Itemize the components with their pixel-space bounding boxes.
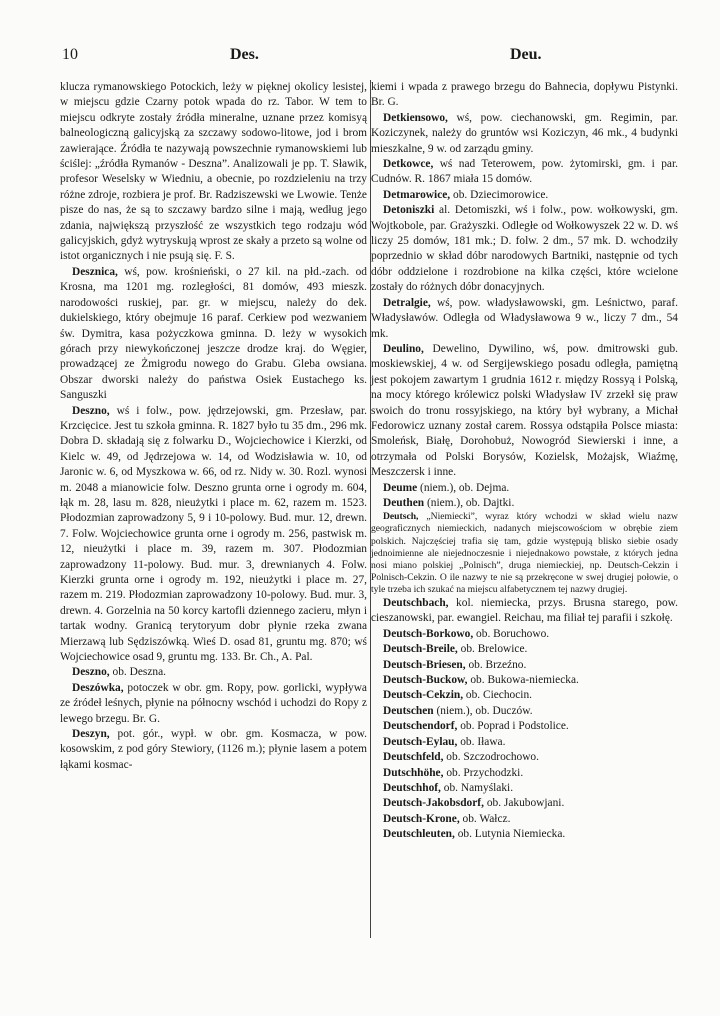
dictionary-entry [60, 265, 367, 404]
entry-text: ob. Bukowa-niemiecka. [470, 674, 579, 687]
entry-text: wś i folw., pow. jędrzejowski, gm. Przesław, par. Krzcięcice. Jest tu szkoła gminna. R. 1827 było tu 35 dm., 296 mk. Dobra D. składają się z folwarku D., Wojciechowice i Kierzki, od Kielc w. 49, od Jędrzejowa w. 14, od Wodzisławia w. 10, od Jaronic w. 6, od Myszkowa w. 66, od rz. Nidy w. 30. Rozl. wynosi m. 2048 a mianowicie folw. Deszno grunta orne i ogrody m. 604, łąk m. 28, lasu m. 828, nieużytki i place m. 62, razem m. 1523. Płodozmian zaprowadzony 5, 9 i 10-polowy. Bud. mur. 12, drewn. 7. Folw. Wojciechowice grunta orne i ogrody m. 256, pastwisk m. 12, nieużytki i place m. 39, razem m. 307. Płodozmian zaprowadzony 11-polowy. Bud. mur. 3, drewnianych 4. Folw. Kierzki grunta orne i ogrody m. 192, nieużytki i place m. 27, razem m. 219. Płodozmian zaprowadzony 10-polowy. Bud. mur. 3, drewn. 4. Gorzelnia na 50 korcy kartofli dziennego zacieru, młyn i tartak wodny. Granicą terytoryum dobr płynie rzeka zwana Mierzawą lub Sędziszówką. Wieś D. osad 81, gruntu mg. 870; wś Wojciechowice osad 9, gruntu mg. 133. Br. Ch., A. Pal. [60, 404, 367, 664]
entry-text: ob. Boruchowo. [476, 627, 550, 640]
dictionary-entry [371, 296, 678, 342]
entry-text: ob. Poprad i Podstolice. [460, 720, 569, 733]
dictionary-entry [60, 665, 367, 680]
entry-headword: Deutsch-Cekzin, [383, 689, 464, 702]
dictionary-entry [371, 80, 678, 111]
entry-text: ob. Jakubowjani. [486, 797, 565, 810]
entry-headword: Deutschbach, [383, 597, 449, 610]
entry-headword: Deulino, [383, 342, 424, 355]
entry-text: ob. Deszna. [112, 666, 166, 679]
entry-headword: Deutsch-Borkowo, [383, 627, 474, 640]
entry-text: pot. gór., wypł. w obr. gm. Kosmacza, w pow. kosowskim, z pod góry Stewiory, (1126 m.); płynie lasem a potem łąkami kosmac- [60, 728, 367, 771]
dictionary-entry [371, 188, 678, 203]
dictionary-entry [60, 681, 367, 727]
entry-headword: Desznica, [72, 265, 118, 278]
dictionary-entry [371, 750, 678, 765]
entry-headword: Deuthen [383, 496, 425, 509]
right-running-head: Deu. [510, 46, 542, 63]
entry-text: (niem.), ob. Dejma. [420, 481, 510, 494]
left-running-head: Des. [230, 46, 259, 63]
dictionary-entry [371, 781, 678, 796]
dictionary-entry [60, 727, 367, 773]
entry-text: ob. Brzeźno. [468, 658, 527, 671]
entry-headword: Detralgie, [383, 296, 431, 309]
entry-text: potoczek w obr. gm. Ropy, pow. gorlicki, wypływa ze źródeł leśnych, płynie na północny wschód i uchodzi do Ropy z lewego brzegu. Br. G. [60, 681, 367, 725]
entry-headword: Detmarowice, [383, 188, 451, 201]
dictionary-entry [371, 642, 678, 657]
entry-text: ob. Wałcz. [462, 812, 511, 825]
entry-headword: Deutsch-Eylau, [383, 735, 458, 748]
dictionary-entry [371, 704, 678, 719]
dictionary-entry [371, 481, 678, 496]
dictionary-entry [60, 404, 367, 666]
dictionary-entry [371, 203, 678, 295]
right-column [371, 80, 678, 843]
entry-text: wś, pow. krośnieński, o 27 kil. na płd.-zach. od Krosna, ma 1201 mg. rozległości, 81 domów, 493 mieszk. narodowości ruskiej, par. gr. w miejscu, należy do dek. dukielskiego, który obejmuje 16 paraf. Cerkiew pod wezwaniem św. Dymitra, kasa pożyczkowa gminna. D. leży w wysokich górach przy niewykończonej jeszcze drodze kraj. do Węgier, prowadzącej ze Żmigrodu nowego do Grabu. Gleba owsiana. Obszar dworski należy do państwa Osiek Eustachego ks. Sanguszki [60, 265, 367, 402]
entry-text: klucza rymanowskiego Potockich, leży w pięknej okolicy lesistej, w miejscu gdzie Czarny potok wpada do rz. Tabor. W tem to miejscu odkryte zostały źródła mineralne, uznane przez komisyą balneologiczną galicyjską za szczawy sodowo-litowe, jod i brom zawierające. Źródła te nazywają powszechnie rymanowskiemi lub ściślej: „źródła Rymanów - Deszna”. Analizowali je pp. T. Sławik, profesor Weselsky w Wiedniu, a obecnie, po rozdzieleniu na trzy różne zdroje, rozbiera je prof. Br. Radziszewski we Lwowie. Tenże pisze do nas, że są to szczawy bardzo silne i mają, według jego zdania, największą przyszłość ze wszystkich tego rodzaju wód galicyjskich, gdyż wytryskują wprost ze skały a przeto są wolne od istot organicznych i nie psują się. F. S. [60, 81, 367, 263]
entry-headword: Deutschfeld, [383, 751, 444, 764]
entry-headword: Deutsch-Breile, [383, 643, 458, 656]
dictionary-entry [371, 688, 678, 703]
dictionary-entry [371, 827, 678, 842]
entry-headword: Deszno, [72, 666, 110, 679]
entry-text: ob. Iława. [460, 735, 506, 748]
dictionary-entry [371, 342, 678, 481]
entry-headword: Deutschendorf, [383, 720, 458, 733]
entry-headword: Deutsch-Jakobsdorf, [383, 797, 484, 810]
entry-text: ob. Ciechocin. [465, 689, 533, 702]
entry-headword: Deume [383, 481, 418, 494]
dictionary-entry [371, 735, 678, 750]
dictionary-entry [371, 673, 678, 688]
dictionary-entry [371, 496, 678, 511]
dictionary-entry [371, 627, 678, 642]
entry-headword: Deutschleuten, [383, 828, 455, 841]
entry-text: wś, pow. władysławowski, gm. Leśnictwo, paraf. Władysławów. Odległa od Władysławowa 9 w., liczy 7 dm., 54 mk. [371, 296, 678, 340]
entry-headword: Deutsch-Briesen, [383, 658, 466, 671]
entry-text: kiemi i wpada z prawego brzegu do Bahnecia, dopływu Pistynki. Br. G. [371, 81, 678, 109]
entry-text: ob. Brelowice. [460, 643, 528, 656]
entry-headword: Deszówka, [72, 681, 124, 694]
entry-text: ob. Namyślaki. [443, 781, 514, 794]
entry-text: „Niemiecki”, wyraz który wchodzi w skład wielu nazw geograficznych niemieckich, nadanych miejscowościom w obrębie ziem polskich. Najczęściej trafia się tam, gdzie występują blisko siebie osady jednoimienne ale niejednoczesnie i niejednakowo powstałe, z których jedna nosi miano polskiej „Polnisch”, druga niemieckiej, np. Deutsch-Cekzin i Polnisch-Cekzin. O ile nazwy te nie są przekręcone w swej drugiej połowie, o tyle trzeba ich szukać na miejscu alfabetycznem tej nazwy drugiej. [371, 511, 678, 595]
entry-text: (niem.), ob. Dajtki. [427, 496, 515, 509]
entry-text: wś nad Teterowem, pow. żytomirski, gm. i par. Cudnów. R. 1867 miała 15 domów. [371, 158, 678, 186]
entry-text: ob. Przychodzki. [446, 766, 524, 779]
dictionary-entry [371, 596, 678, 627]
entry-headword: Dutschhöhe, [383, 766, 444, 779]
dictionary-entry [371, 157, 678, 188]
entry-text: ob. Dziecimorowice. [453, 188, 549, 201]
entry-text: ob. Szczodrochowo. [446, 751, 539, 764]
dictionary-entry [371, 812, 678, 827]
entry-text: (niem.), ob. Duczów. [436, 704, 533, 717]
entry-text: al. Detomiszki, wś i folw., pow. wołkowyski, gm. Wojtkobole, par. Grażyszki. Odległe od Wołkowyszek 22 w. D. wś liczy 25 domów, 181 mk.; D. folw. 2 dm., 57 mk. D. wchodziły poprzednio w skład dóbr narodowych Bartniki, następnie od tych dóbr oddzielone i rozdrobione na kilka części, które wcielone zostały do różnych dóbr donacyjnych. [371, 204, 678, 294]
entry-headword: Deutsch-Buckow, [383, 674, 468, 687]
page-number: 10 [62, 46, 78, 63]
entry-headword: Detoniszki [383, 204, 435, 217]
left-column [60, 80, 367, 773]
entry-text: kol. niemiecka, przys. Brusna starego, pow. cieszanowski, par. ewangiel. Reichau, ma filiał tej parafii i szkołę. [371, 597, 678, 625]
entry-text: wś, pow. ciechanowski, gm. Regimin, par. Koziczynek, należy do gruntów wsi Koziczyn, 46 mk., 4 budynki mieszkalne, 9 w. od zarządu gminy. [371, 111, 678, 155]
entry-text: ob. Lutynia Niemiecka. [457, 828, 566, 841]
dictionary-entry [371, 766, 678, 781]
entry-headword: Deutsch-Krone, [383, 812, 460, 825]
entry-headword: Deutsch, [383, 511, 419, 523]
entry-headword: Deutschhof, [383, 781, 441, 794]
entry-headword: Detkowce, [383, 158, 434, 171]
dictionary-entry [371, 719, 678, 734]
entry-headword: Deszno, [72, 404, 110, 417]
dictionary-entry [60, 80, 367, 265]
dictionary-entry [371, 511, 678, 596]
entry-headword: Deutschen [383, 704, 434, 717]
entry-text: Dewelino, Dywilino, wś, pow. dmitrowski gub. moskiewskiej, 4 w. od Sergijewskiego posadu odległa, pamiętną jest pokojem zawartym 1 grudnia 1612 r. między Rossyą i Polską, na mocy którego królewicz polski Władysław IV zrzekł się praw swoich do tronu rossyjskiego, na który był wybrany, a Michał Fedorowicz uznany został carem. Rossya odstąpiła Polsce miasta: Smoleńsk, Białę, Dorohobuż, Nowogród Siewierski i inne, a otrzymała od Polski Borysów, Kozielsk, Możajsk, Wiaźmę, Meszczersk i inne. [371, 342, 678, 479]
dictionary-entry [371, 796, 678, 811]
entry-headword: Detkiensowo, [383, 111, 448, 124]
dictionary-entry [371, 111, 678, 157]
dictionary-entry [371, 658, 678, 673]
entry-headword: Deszyn, [72, 728, 110, 741]
